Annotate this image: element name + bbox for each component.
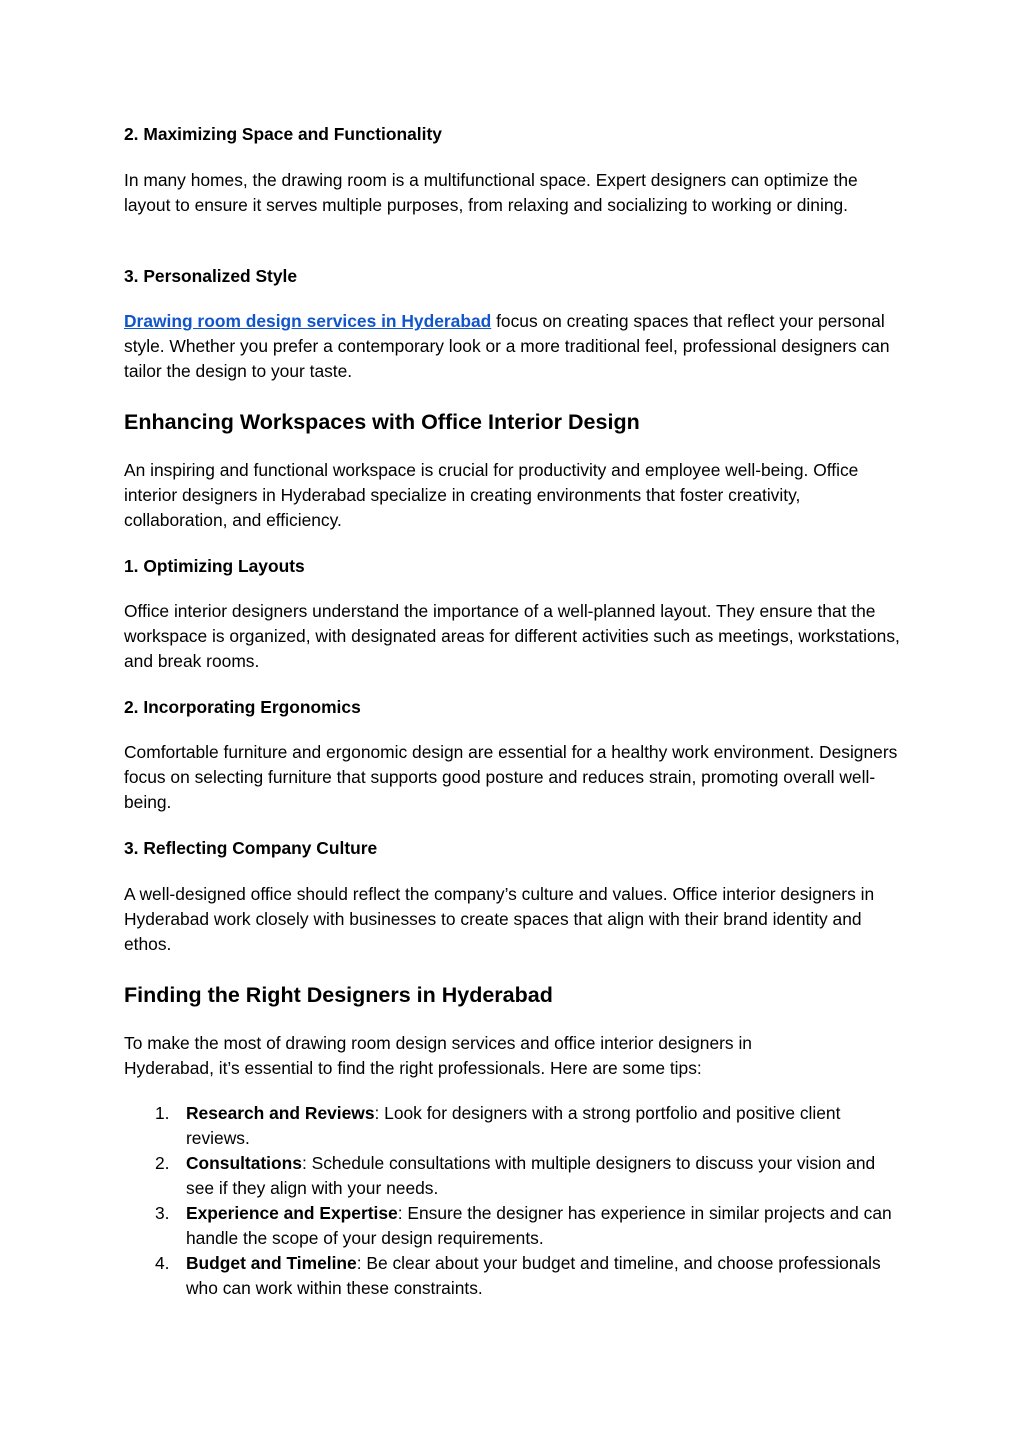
section-heading-maximizing-space: 2. Maximizing Space and Functionality — [124, 124, 442, 144]
office-item-heading-culture: 3. Reflecting Company Culture — [124, 838, 378, 858]
list-item-term: Research and Reviews — [186, 1103, 375, 1123]
list-item-text: : Schedule consultations with multiple designers to discuss your vision and see if they align with your needs. — [186, 1153, 876, 1198]
office-intro: An inspiring and functional workspace is crucial for productivity and employee well-being. Office interior designers in Hyderabad specialize in creating environments that foster creativity, collaboration, and efficiency. — [124, 460, 859, 530]
list-item-text: : Be clear about your budget and timeline, and choose professionals who can work within these constraints. — [186, 1253, 881, 1298]
list-item-term: Experience and Expertise — [186, 1203, 398, 1223]
office-item-heading-layouts: 1. Optimizing Layouts — [124, 556, 305, 576]
office-section-title: Enhancing Workspaces with Office Interior Design — [124, 410, 640, 434]
office-item-body-ergonomics: Comfortable furniture and ergonomic design are essential for a healthy work environment. Designers focus on selecting furniture that supports good posture and reduces strain, promoting overall well-being. — [124, 742, 898, 812]
drawing-room-design-link[interactable]: Drawing room design services in Hyderabad — [124, 311, 492, 331]
list-item-number: 3. — [155, 1203, 170, 1223]
list-item-number: 2. — [155, 1153, 170, 1173]
list-item-text: : Look for designers with a strong portfolio and positive client reviews. — [186, 1103, 841, 1148]
list-item-term: Consultations — [186, 1153, 302, 1173]
tips-list — [124, 1101, 904, 1301]
finding-section-title: Finding the Right Designers in Hyderabad — [124, 983, 553, 1007]
list-item-number: 4. — [155, 1253, 170, 1273]
list-item-term: Budget and Timeline — [186, 1253, 357, 1273]
office-item-body-culture: A well-designed office should reflect the company’s culture and values. Office interior designers in Hyderabad work closely with businesses to create spaces that align with their brand identity and ethos. — [124, 884, 875, 954]
list-item — [124, 1151, 904, 1201]
section-body-personalized-style — [124, 309, 904, 384]
list-item-text: : Ensure the designer has experience in similar projects and can handle the scope of your design requirements. — [186, 1203, 892, 1248]
section-body-maximizing-space: In many homes, the drawing room is a multifunctional space. Expert designers can optimize the layout to ensure it serves multiple purposes, from relaxing and socializing to working or dining. — [124, 170, 858, 215]
personalized-style-text: focus on creating spaces that reflect your personal style. Whether you prefer a contemporary look or a more traditional feel, professional designers can tailor the design to your taste. — [124, 311, 890, 381]
list-item — [124, 1201, 904, 1251]
finding-intro: To make the most of drawing room design services and office interior designers in Hyderabad, it’s essential to find the right professionals. Here are some tips: — [124, 1033, 752, 1078]
office-item-heading-ergonomics: 2. Incorporating Ergonomics — [124, 697, 361, 717]
list-item-number: 1. — [155, 1103, 170, 1123]
office-item-body-layouts: Office interior designers understand the importance of a well-planned layout. They ensure that the workspace is organized, with designated areas for different activities such as meetings, workstations, and break rooms. — [124, 601, 900, 671]
list-item — [124, 1251, 904, 1301]
section-heading-personalized-style: 3. Personalized Style — [124, 266, 298, 286]
list-item — [124, 1101, 904, 1151]
